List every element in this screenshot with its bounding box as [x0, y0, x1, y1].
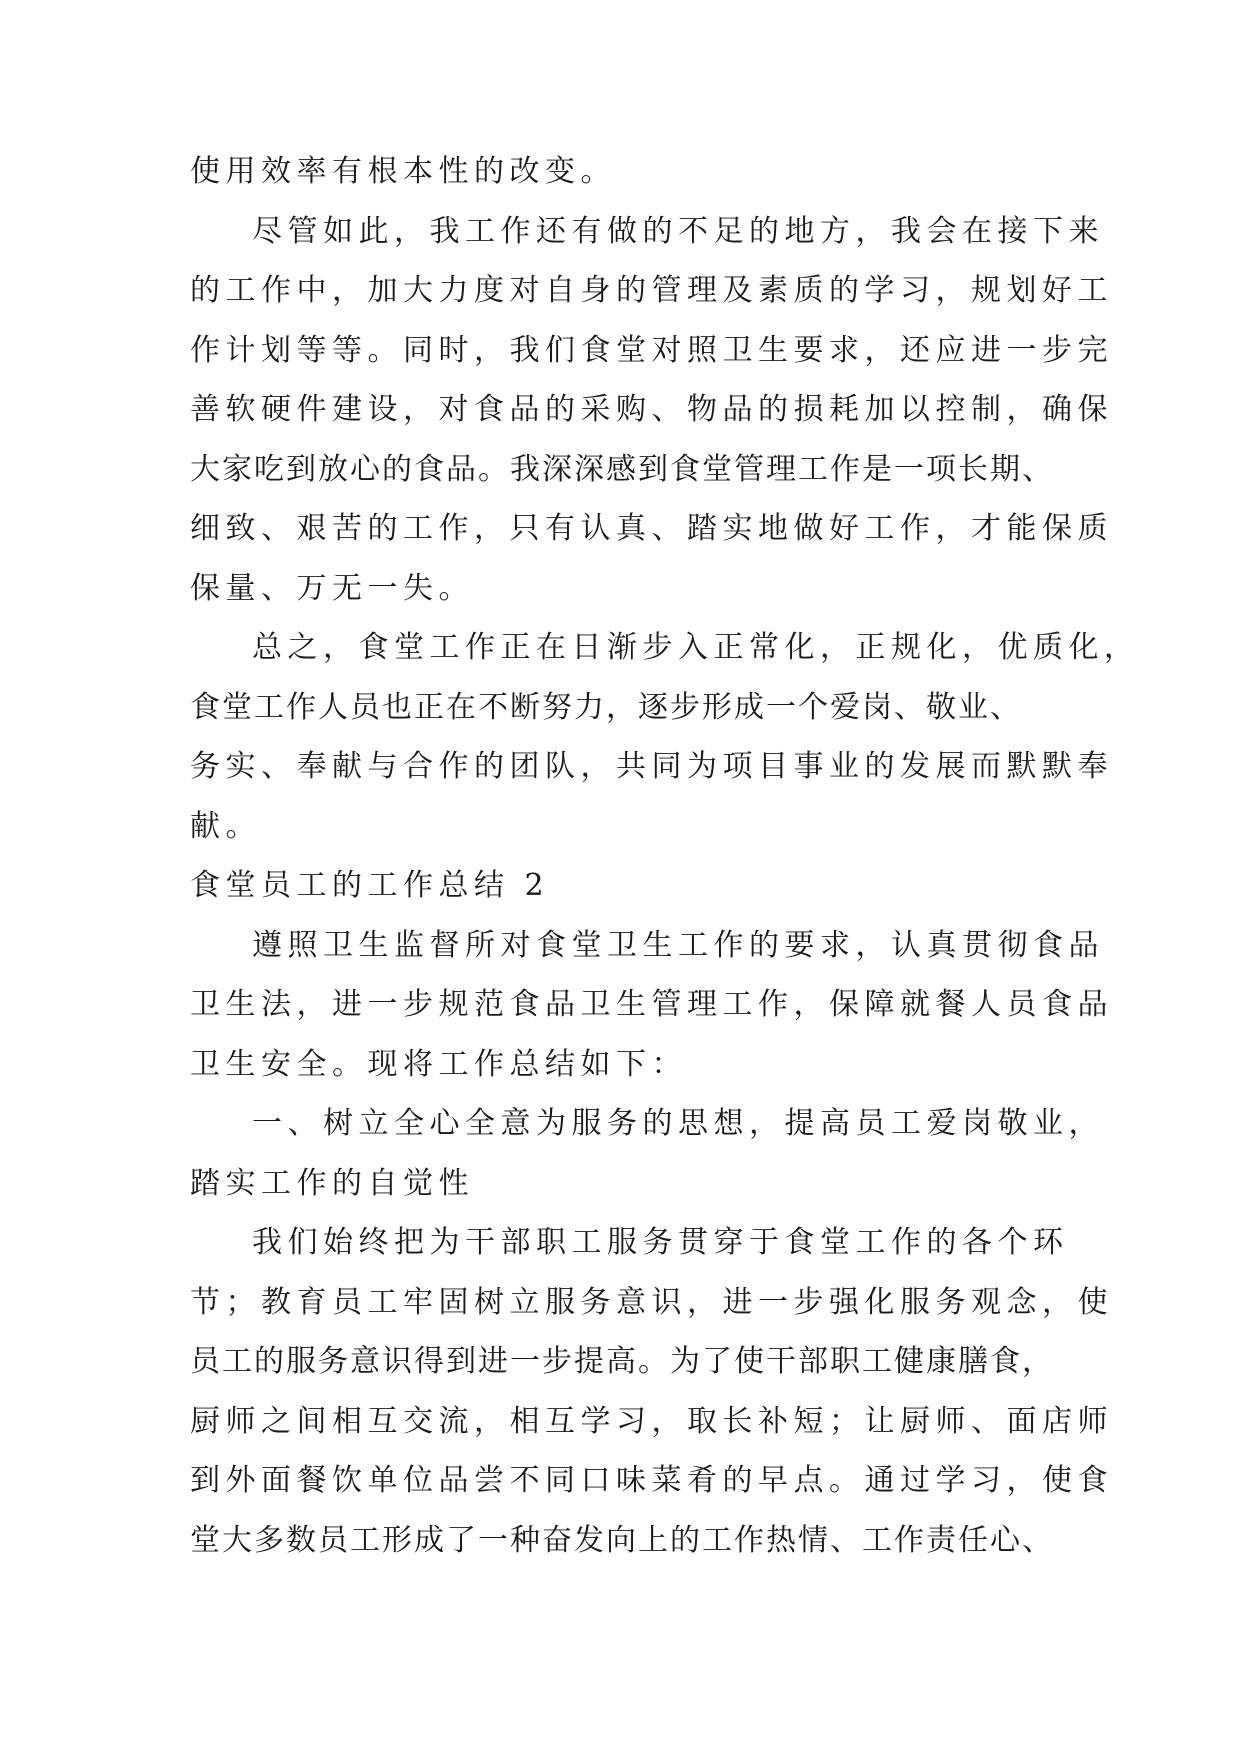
text-line: 保量、万无一失。 — [190, 571, 474, 606]
text-line: 到外面餐饮单位品尝不同口味菜肴的早点。通过学习，使食 — [190, 1463, 1113, 1498]
text-line: 厨师之间相互交流，相互学习，取长补短；让厨师、面店师 — [190, 1404, 1113, 1439]
paragraph-first-line: 总之，食堂工作正在日渐步入正常化，正规化，优质化， — [252, 630, 1140, 665]
section-heading: 食堂员工的工作总结 2 — [190, 868, 550, 903]
paragraph-first-line: 遵照卫生监督所对食堂卫生工作的要求，认真贯彻食品 — [252, 928, 1104, 963]
text-line: 节；教育员工牢固树立服务意识，进一步强化服务观念，使 — [190, 1285, 1113, 1320]
text-line: 堂大多数员工形成了一种奋发向上的工作热情、工作责任心、 — [190, 1523, 1054, 1558]
text-line: 善软硬件建设，对食品的采购、物品的损耗加以控制，确保 — [190, 392, 1113, 427]
text-line: 大家吃到放心的食品。我深深感到食堂管理工作是一项长期、 — [190, 452, 1054, 487]
text-line: 使用效率有根本性的改变。 — [190, 154, 616, 189]
text-line: 卫生安全。现将工作总结如下： — [190, 1047, 687, 1082]
text-line: 食堂工作人员也正在不断努力，逐步形成一个爱岗、敬业、 — [190, 690, 1022, 725]
paragraph-first-line: 我们始终把为干部职工服务贯穿于食堂工作的各个环 — [252, 1225, 1069, 1260]
subheading-line: 踏实工作的自觉性 — [190, 1166, 474, 1201]
text-line: 卫生法，进一步规范食品卫生管理工作，保障就餐人员食品 — [190, 987, 1113, 1022]
paragraph-first-line: 尽管如此，我工作还有做的不足的地方，我会在接下来 — [252, 214, 1104, 249]
text-line: 的工作中，加大力度对自身的管理及素质的学习，规划好工 — [190, 273, 1113, 308]
subheading-first-line: 一、树立全心全意为服务的思想，提高员工爱岗敬业， — [252, 1106, 1104, 1141]
text-line: 作计划等等。同时，我们食堂对照卫生要求，还应进一步完 — [190, 333, 1113, 368]
text-line: 献。 — [190, 809, 261, 844]
text-line: 细致、艰苦的工作，只有认真、踏实地做好工作，才能保质 — [190, 511, 1113, 546]
text-line: 务实、奉献与合作的团队，共同为项目事业的发展而默默奉 — [190, 749, 1113, 784]
text-line: 员工的服务意识得到进一步提高。为了使干部职工健康膳食， — [190, 1344, 1054, 1379]
